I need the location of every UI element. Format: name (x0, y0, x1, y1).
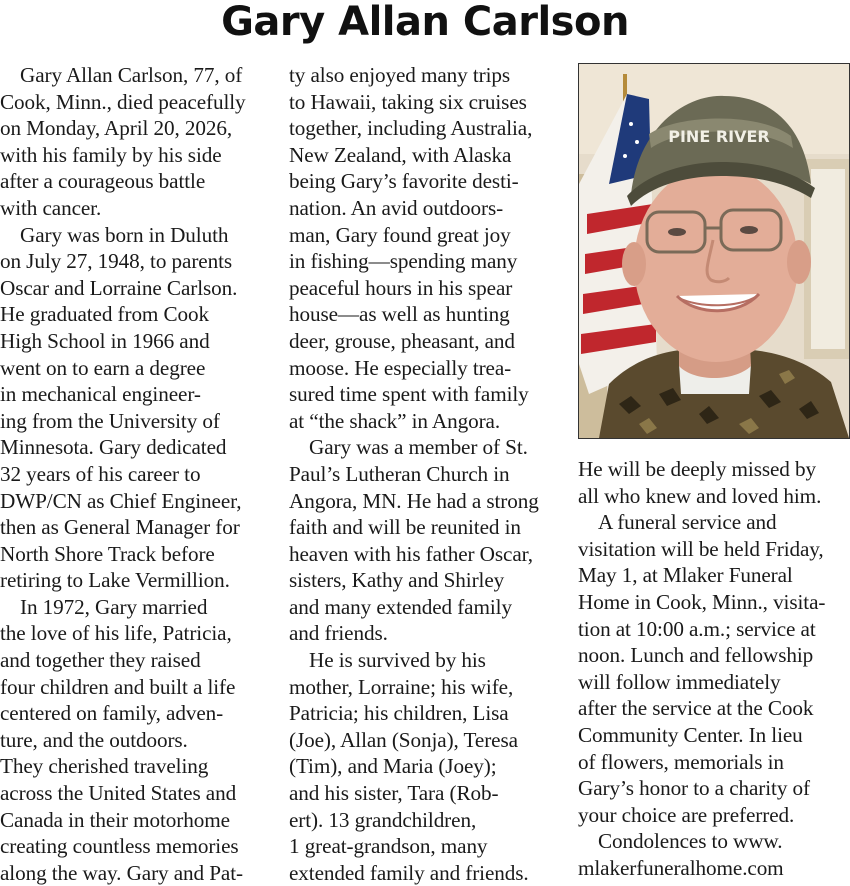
text-line: extended family and friends. (289, 860, 529, 885)
text-line: ing from the University of (0, 408, 220, 433)
paragraph-death-notice (0, 62, 272, 222)
text-line: nation. An avid outdoors- (289, 195, 504, 220)
text-line: Angora, MN. He had a strong (289, 488, 539, 513)
text-line: Home in Cook, Minn., visita- (578, 589, 826, 614)
obituary-headline: Gary Allan Carlson (221, 0, 629, 45)
text-line: all who knew and loved him. (578, 483, 822, 508)
text-line: They cherished traveling (0, 754, 209, 779)
text-line: Paul’s Lutheran Church in (289, 461, 510, 486)
text-line: and friends. (289, 621, 388, 646)
text-line: peaceful hours in his spear (289, 275, 513, 300)
text-line: house—as well as hunting (289, 302, 510, 327)
text-line: He will be deeply missed by (578, 457, 816, 481)
paragraph-biography (0, 222, 272, 594)
paragraph-survivors (289, 647, 564, 886)
text-line: Cook, Minn., died peacefully (0, 89, 246, 114)
text-line: of flowers, memorials in (578, 749, 784, 774)
text-line: retiring to Lake Vermillion. (0, 568, 230, 593)
text-line: He is survived by his (309, 648, 486, 673)
text-line: tion at 10:00 a.m.; service at (578, 616, 816, 641)
text-line: Gary’s honor to a charity of (578, 776, 810, 801)
text-line: Patricia; his children, Lisa (289, 701, 509, 726)
text-line: ture, and the outdoors. (0, 727, 188, 752)
text-line: will follow immediately (578, 669, 781, 694)
portrait-photo (578, 63, 850, 439)
text-line: ty also enjoyed many trips (289, 63, 511, 87)
text-line: the love of his life, Patricia, (0, 621, 232, 646)
text-line: went on to earn a degree (0, 355, 206, 380)
text-line: Community Center. In lieu (578, 722, 803, 747)
text-line: faith and will be reunited in (289, 515, 521, 540)
text-line: then as General Manager for (0, 515, 240, 540)
text-line: DWP/CN as Chief Engineer, (0, 488, 242, 513)
text-line: deer, grouse, pheasant, and (289, 328, 515, 353)
text-line: in mechanical engineer- (0, 382, 201, 407)
text-line: your choice are preferred. (578, 802, 795, 827)
text-line: mother, Lorraine; his wife, (289, 674, 514, 699)
text-line: He graduated from Cook (0, 302, 210, 327)
text-line: Oscar and Lorraine Carlson. (0, 275, 238, 300)
text-line: creating countless memories (0, 834, 239, 859)
text-line: together, including Australia, (289, 116, 533, 141)
text-line: man, Gary found great joy (289, 222, 511, 247)
text-line: Condolences to www. (598, 829, 783, 854)
text-line: visitation will be held Friday, (578, 536, 824, 561)
paragraph-condolences (578, 828, 850, 881)
paragraph-travel-outdoors (289, 62, 564, 434)
paragraph-church (289, 434, 564, 647)
cap-text: PINE RIVER (668, 127, 770, 146)
text-line: New Zealand, with Alaska (289, 142, 512, 167)
text-line: with cancer. (0, 195, 102, 220)
text-line: centered on family, adven- (0, 701, 224, 726)
text-line: Gary was born in Duluth (20, 222, 229, 247)
text-line: sured time spent with family (289, 382, 529, 407)
text-line: Canada in their motorhome (0, 807, 230, 832)
text-line: In 1972, Gary married (20, 594, 208, 619)
text-column-3 (578, 456, 850, 882)
text-line: four children and built a life (0, 674, 236, 699)
paragraph-marriage (0, 594, 272, 886)
text-line: across the United States and (0, 781, 237, 806)
text-line: after the service at the Cook (578, 696, 814, 721)
text-line: to Hawaii, taking six cruises (289, 89, 527, 114)
condolences-url: mlakerfuneralhome.com (578, 855, 784, 880)
text-line: North Shore Track before (0, 541, 215, 566)
text-line: being Gary’s favorite desti- (289, 169, 519, 194)
text-line: on July 27, 1948, to parents (0, 249, 233, 274)
text-column-1 (0, 62, 272, 886)
text-line: noon. Lunch and fellowship (578, 643, 814, 668)
text-line: Minnesota. Gary dedicated (0, 435, 227, 460)
text-line: in fishing—spending many (289, 249, 518, 274)
text-line: heaven with his father Oscar, (289, 541, 533, 566)
text-line: and many extended family (289, 594, 512, 619)
text-line: 1 great-grandson, many (289, 834, 488, 859)
text-line: High School in 1966 and (0, 328, 210, 353)
paragraph-missed (578, 456, 850, 509)
text-line: 32 years of his career to (0, 461, 201, 486)
text-line: on Monday, April 20, 2026, (0, 116, 233, 141)
text-line: (Tim), and Maria (Joey); (289, 754, 497, 779)
text-line: (Joe), Allan (Sonja), Teresa (289, 727, 518, 752)
text-line: Gary was a member of St. (309, 435, 528, 460)
text-line: after a courageous battle (0, 169, 206, 194)
portrait-illustration (579, 64, 849, 438)
text-line: Gary Allan Carlson, 77, of (20, 63, 243, 87)
text-line: and his sister, Tara (Rob- (289, 781, 499, 806)
text-line: ert). 13 grandchildren, (289, 807, 477, 832)
text-line: May 1, at Mlaker Funeral (578, 563, 793, 588)
text-line: with his family by his side (0, 142, 222, 167)
text-line: moose. He especially trea- (289, 355, 512, 380)
text-line: at “the shack” in Angora. (289, 408, 501, 433)
text-line: along the way. Gary and Pat- (0, 860, 243, 885)
text-line: sisters, Kathy and Shirley (289, 568, 505, 593)
text-line: and together they raised (0, 648, 201, 673)
paragraph-funeral-service (578, 509, 850, 828)
text-line: A funeral service and (598, 510, 777, 535)
text-column-2 (289, 62, 564, 886)
